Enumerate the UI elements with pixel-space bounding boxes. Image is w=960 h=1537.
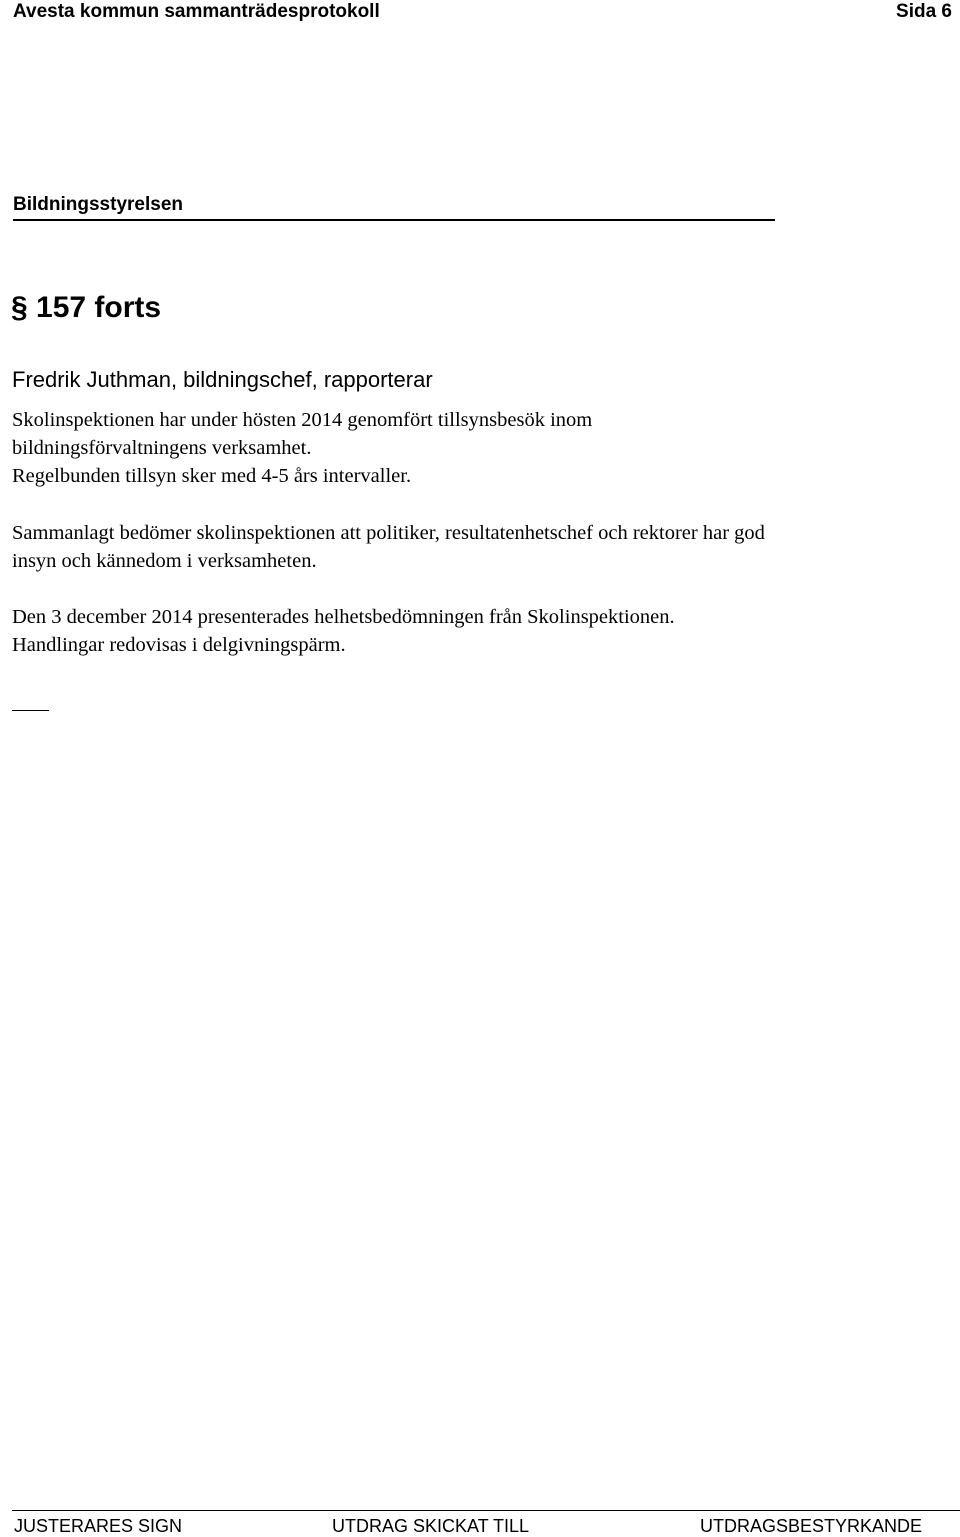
paragraph-inspection [12, 406, 592, 490]
paragraph-line: Sammanlagt bedömer skolinspektionen att politiker, resultatenhetschef och rektorer har god [12, 522, 765, 544]
page-number: Sida 6 [896, 1, 952, 22]
section-end-divider [12, 710, 49, 711]
section-heading [11, 288, 161, 328]
footer-sign-label: JUSTERARES SIGN [14, 1516, 183, 1536]
paragraph-line: bildningsförvaltningens verksamhet. [12, 437, 312, 459]
section-number: 157 forts [36, 291, 162, 324]
paragraph-line: Den 3 december 2014 presenterades helhetsbedömningen från Skolinspektionen. [12, 606, 675, 628]
paragraph-presentation [12, 603, 675, 659]
paragraph-symbol: § [11, 291, 28, 324]
footer-certify-label: UTDRAGSBESTYRKANDE [700, 1516, 923, 1536]
paragraph-line: insyn och kännedom i verksamheten. [12, 550, 317, 572]
paragraph-line: Regelbunden tillsyn sker med 4-5 års intervaller. [12, 465, 412, 487]
footer-sent-label: UTDRAG SKICKAT TILL [332, 1516, 530, 1536]
footer-divider [12, 1510, 960, 1511]
committee-name: Bildningsstyrelsen [13, 194, 183, 215]
paragraph-assessment [12, 519, 765, 575]
presenter-line: Fredrik Juthman, bildningschef, rapporterar [12, 367, 433, 392]
committee-underline [13, 219, 775, 221]
paragraph-line: Handlingar redovisas i delgivningspärm. [12, 634, 346, 656]
paragraph-line: Skolinspektionen har under hösten 2014 genomfört tillsynsbesök inom [12, 409, 593, 431]
document-title: Avesta kommun sammanträdesprotokoll [13, 1, 380, 22]
